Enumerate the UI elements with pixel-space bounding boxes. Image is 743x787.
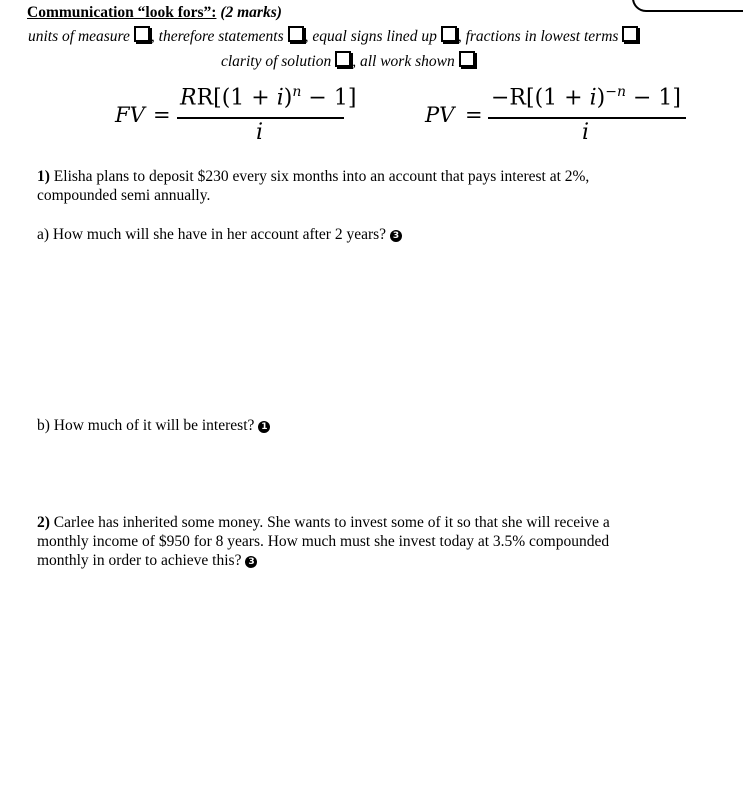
look-for-therefore: , therefore statements <box>150 28 284 45</box>
fv-fraction-bar <box>177 117 344 119</box>
checkbox-icon[interactable] <box>459 51 475 67</box>
fv-denominator: i <box>256 120 264 145</box>
checkbox-icon[interactable] <box>134 26 150 42</box>
rubric-box-outline <box>632 0 743 12</box>
pv-num-suffix: − 1] <box>625 85 681 111</box>
checkbox-icon[interactable] <box>335 51 351 67</box>
q1-number: 1) <box>37 168 50 185</box>
marks-3-icon: 3 <box>390 230 402 242</box>
look-for-units: units of measure <box>28 28 130 45</box>
q2-text-line-2: monthly income of $950 for 8 years. How much must she invest today at 3.5% compounded <box>37 533 610 550</box>
question-1 <box>37 167 589 205</box>
pv-exponent: −n <box>605 84 626 100</box>
look-for-fractions: , fractions in lowest terms <box>457 28 619 45</box>
q1a-text: a) How much will she have in her account after 2 years? <box>37 226 387 243</box>
q1-text-line-1: Elisha plans to deposit $230 every six months into an account that pays interest at 2%, <box>49 168 590 185</box>
checkbox-icon[interactable] <box>622 26 638 42</box>
q2-number: 2) <box>37 514 50 531</box>
fv-exponent: n <box>292 84 302 100</box>
fv-num-paren: ) <box>283 85 293 111</box>
look-fors-line-1 <box>28 26 639 46</box>
q1b-text: b) How much of it will be interest? <box>37 417 255 434</box>
fv-equals: = <box>153 103 171 127</box>
question-1a <box>37 225 402 244</box>
marks-3-icon: 3 <box>245 556 257 568</box>
look-for-equal-signs: , equal signs lined up <box>304 28 437 45</box>
q2-text-line-1: Carlee has inherited some money. She wants to invest some of it so that she will receive a <box>49 514 610 531</box>
q1-text-line-2: compounded semi annually. <box>37 187 211 204</box>
look-fors-line-2 <box>221 51 476 71</box>
marks-1-icon: 1 <box>258 421 270 433</box>
look-for-work-shown: , all work shown <box>352 53 455 70</box>
pv-label: PV <box>425 103 455 127</box>
pv-numerator <box>491 84 681 110</box>
fv-num-i: i <box>276 85 284 111</box>
checkbox-icon[interactable] <box>288 26 304 42</box>
pv-equals: = <box>465 103 483 127</box>
pv-fraction-bar <box>488 117 686 119</box>
question-1b <box>37 416 270 435</box>
checkbox-icon[interactable] <box>441 26 457 42</box>
fv-num-prefix: R[(1 + <box>196 85 277 111</box>
fv-numerator: $RR[(1 + i)^n - 1]$ <box>180 84 357 111</box>
look-for-clarity: clarity of solution <box>221 53 332 70</box>
communication-heading <box>27 4 282 22</box>
fv-label: FV <box>115 103 145 127</box>
q2-text-line-3: monthly in order to achieve this? <box>37 552 242 569</box>
communication-marks: (2 marks) <box>220 4 282 21</box>
pv-num-i: i <box>589 85 597 111</box>
fv-num-suffix: − 1] <box>301 85 357 111</box>
communication-title: Communication “look fors”: <box>27 4 217 21</box>
pv-denominator: i <box>582 120 590 145</box>
pv-num-paren: ) <box>596 85 606 111</box>
pv-num-prefix: −R[(1 + <box>491 85 590 111</box>
question-2 <box>37 513 610 570</box>
